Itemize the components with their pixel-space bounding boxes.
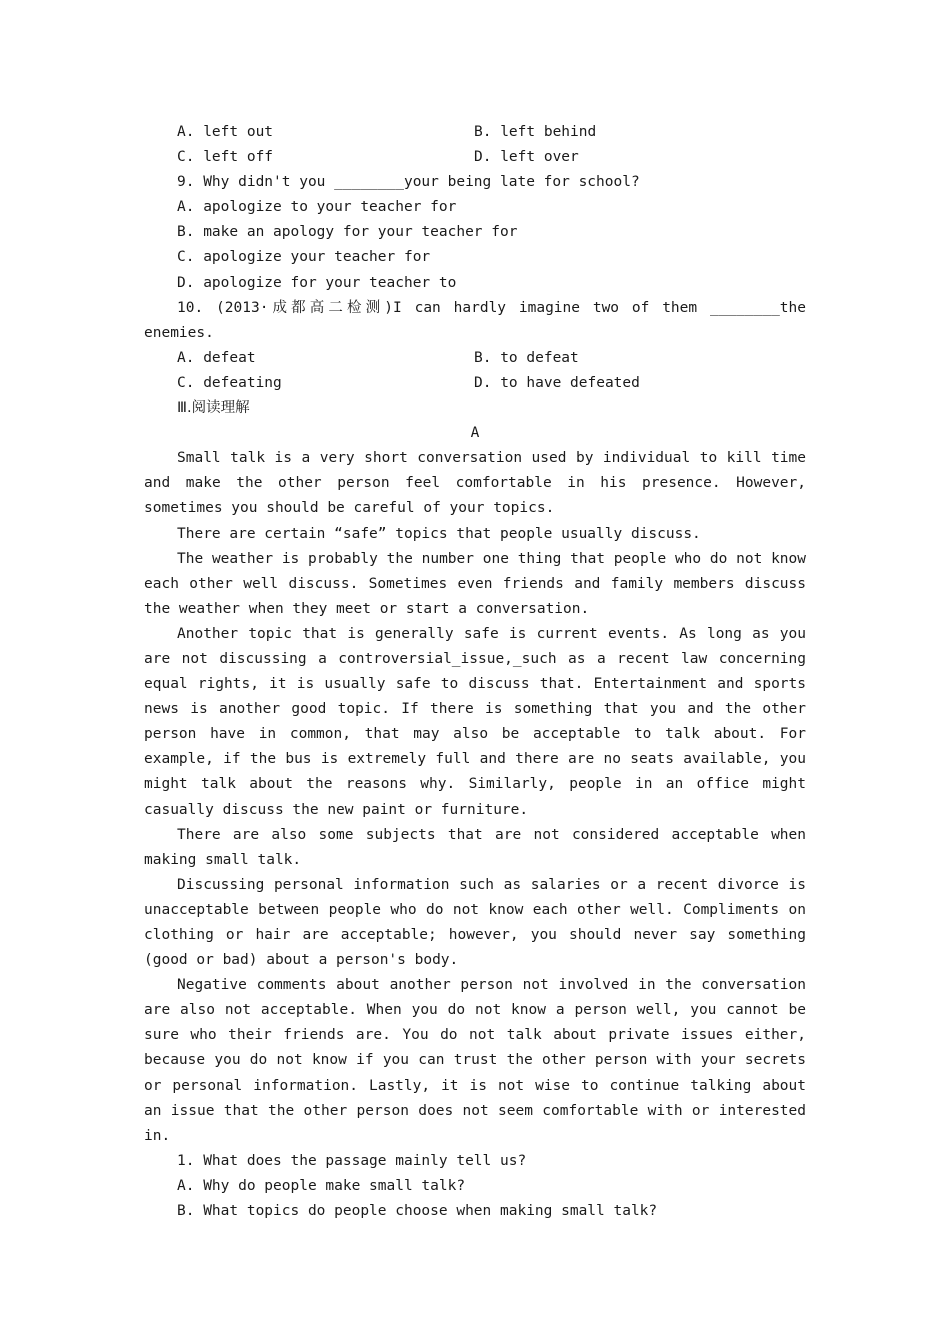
reading-q1-stem: 1. What does the passage mainly tell us?	[177, 1152, 527, 1169]
passage-paragraph: There are certain “safe” topics that people usually discuss.	[177, 525, 701, 542]
passage-paragraph: Negative comments about another person not involved in the conversation are also not acceptable. When you do not know a person well, you cannot be sure who their friends are. You do not talk about private issues either, because you do not know if you can trust the other person with your secrets or personal information. Lastly, it is not wise to continue talking about an issue that the other person does not seem comfortable with or interested in.	[144, 977, 806, 1144]
q9-option-a[interactable]: A. apologize to your teacher for	[177, 199, 457, 216]
q9-option-c[interactable]: C. apologize your teacher for	[177, 249, 431, 266]
q10-option-a[interactable]: A. defeat	[177, 349, 256, 366]
q10-option-d[interactable]: D. to have defeated	[474, 374, 640, 391]
passage-paragraph: There are also some subjects that are not considered acceptable when making small talk.	[144, 826, 806, 868]
q10-stem: 10. (2013·成都高二检测)I can hardly imagine two of them ________the enemies.	[144, 299, 806, 341]
q8-option-c[interactable]: C. left off	[177, 149, 274, 166]
q9-option-d[interactable]: D. apologize for your teacher to	[177, 274, 457, 291]
q8-option-d[interactable]: D. left over	[474, 149, 579, 166]
q8-option-b[interactable]: B. left behind	[474, 124, 597, 140]
passage-paragraph: Discussing personal information such as salaries or a recent divorce is unacceptable between people who do not know each other well. Compliments on clothing or hair are acceptable; however, you should never say something (good or bad) about a person's body.	[144, 876, 806, 969]
q8-option-a[interactable]: A. left out	[177, 124, 274, 140]
passage-paragraph: Small talk is a very short conversation used by individual to kill time and make the other person feel comfortable in his presence. However, sometimes you should be careful of your topics.	[144, 450, 806, 517]
document-page	[144, 120, 806, 1224]
q9-stem: 9. Why didn't you ________your being late for school?	[177, 174, 640, 191]
q10-options-row-2	[144, 371, 806, 396]
q10-options-row-1	[144, 346, 806, 371]
passage-paragraph: Another topic that is generally safe is current events. As long as you are not discussing a controversial_issue,_such as a recent law concerning equal rights, it is usually safe to discuss that. Entertainment and sports news is another good topic. If there is something that you and the other person have in common, that may also be acceptable to talk about. For example, if the bus is extremely full and there are no seats available, you might talk about the reasons why. Similarly, people in an office might casually discuss the new paint or furniture.	[144, 625, 806, 818]
section-heading: Ⅲ.阅读理解	[177, 400, 250, 417]
passage-paragraph: The weather is probably the number one thing that people who do not know each other well discuss. Sometimes even friends and family members discuss the weather when they meet or start a conversation.	[144, 550, 806, 617]
q9-option-b[interactable]: B. make an apology for your teacher for	[177, 224, 518, 241]
q10-option-c[interactable]: C. defeating	[177, 374, 282, 391]
q8-options-row-1	[144, 120, 806, 145]
q8-options-row-2	[144, 145, 806, 170]
q10-option-b[interactable]: B. to defeat	[474, 349, 579, 366]
passage-label: A	[470, 425, 480, 442]
reading-q1-option-a[interactable]: A. Why do people make small talk?	[177, 1177, 466, 1194]
reading-q1-option-b[interactable]: B. What topics do people choose when making small talk?	[177, 1203, 658, 1220]
